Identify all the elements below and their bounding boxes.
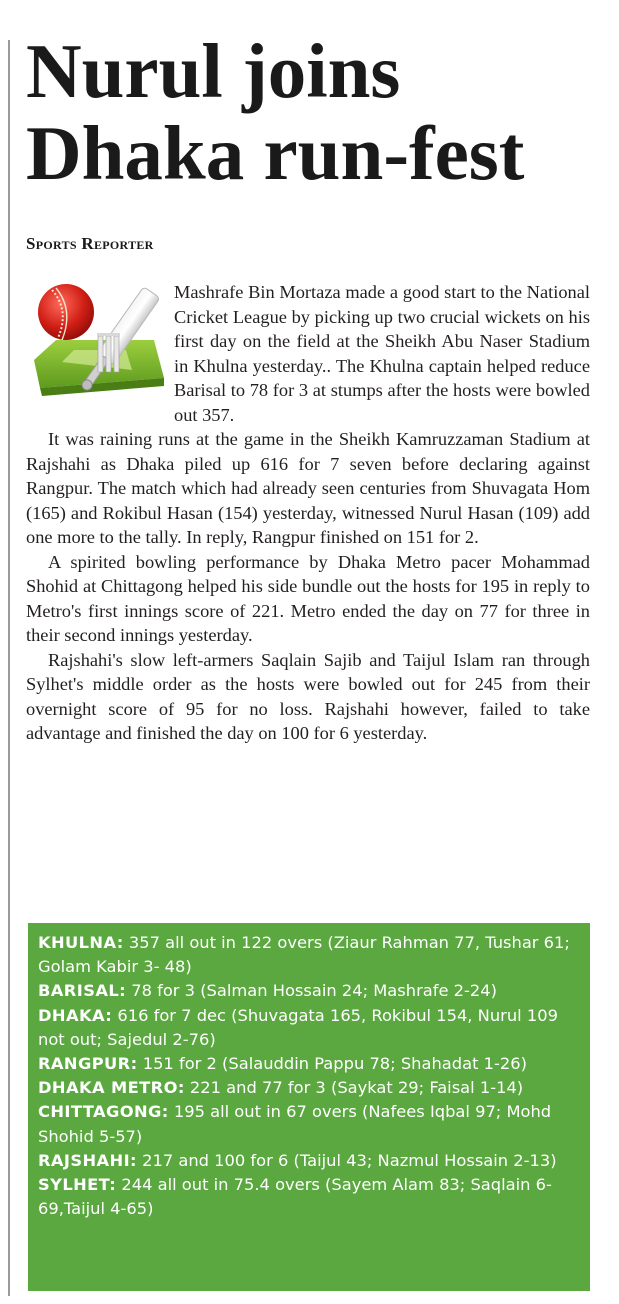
score-text: 217 and 100 for 6 (Taijul 43; Nazmul Hossain 2-13) bbox=[136, 1150, 557, 1170]
score-line-rajshahi bbox=[38, 1149, 580, 1173]
score-text: 616 for 7 dec (Shuvagata 165, Rokibul 154, Nurul 109 not out; Sajedul 2-76) bbox=[38, 1005, 558, 1049]
team-name: DHAKA METRO: bbox=[38, 1078, 185, 1098]
team-name: RAJSHAHI: bbox=[38, 1150, 137, 1170]
score-text: 151 for 2 (Salauddin Pappu 78; Shahadat 1-26) bbox=[137, 1054, 527, 1074]
column-rule bbox=[8, 40, 10, 1296]
byline: Sports Reporter bbox=[26, 234, 154, 253]
headline-line-1: Nurul joins bbox=[26, 28, 401, 114]
paragraph-4: Rajshahi's slow left-armers Saqlain Sajib and Taijul Islam ran through Sylhet's middle order as the hosts were bowled out for 245 from their overnight score of 95 for no loss. Rajshahi however, failed to take advantage and finished the day on 100 for 6 yesterday. bbox=[26, 649, 590, 743]
score-text: 195 all out in 67 overs (Nafees Iqbal 97; Mohd Shohid 5-57) bbox=[38, 1102, 552, 1146]
headline-line-2: Dhaka run-fest bbox=[26, 110, 525, 196]
score-line-dhaka-metro bbox=[38, 1076, 580, 1100]
score-line-chittagong bbox=[38, 1100, 580, 1148]
score-line-sylhet bbox=[38, 1173, 580, 1221]
team-name: RANGPUR: bbox=[38, 1054, 138, 1074]
team-name: KHULNA: bbox=[38, 933, 124, 952]
score-line-dhaka bbox=[38, 1004, 580, 1052]
team-name: BARISAL: bbox=[38, 981, 127, 1001]
score-line-khulna bbox=[38, 931, 580, 979]
team-name: DHAKA: bbox=[38, 1005, 113, 1025]
score-text: 357 all out in 122 overs (Ziaur Rahman 77, Tushar 61; Golam Kabir 3- 48) bbox=[38, 933, 570, 977]
scoreboard-box bbox=[28, 923, 590, 1291]
score-line-barisal bbox=[38, 979, 580, 1003]
paragraph-3: A spirited bowling performance by Dhaka Metro pacer Mohammad Shohid at Chittagong helped his side bundle out the hosts for 195 in reply to Metro's first innings score of 221. Metro ended the day on 77 for three in their second innings yesterday. bbox=[26, 551, 590, 645]
paragraph-2: It was raining runs at the game in the Sheikh Kamruzzaman Stadium at Rajshahi as Dhaka piled up 616 for 7 seven before declaring against Rangpur. The match which had already seen centuries from Shuvagata Hom (165) and Rokibul Hasan (154) yesterday, witnessed Nurul Hasan (109) add one more to the tally. In reply, Rangpur finished on 151 for 2. bbox=[26, 429, 590, 547]
score-text: 221 and 77 for 3 (Saykat 29; Faisal 1-14) bbox=[184, 1078, 524, 1098]
score-text: 78 for 3 (Salman Hossain 24; Mashrafe 2-24) bbox=[126, 981, 497, 1001]
article-body bbox=[26, 280, 590, 746]
team-name: CHITTAGONG: bbox=[38, 1102, 169, 1122]
score-text: 244 all out in 75.4 overs (Sayem Alam 83; Saqlain 6-69,Taijul 4-65) bbox=[38, 1175, 552, 1219]
paragraph-1: Mashrafe Bin Mortaza made a good start to the National Cricket League by picking up two crucial wickets on his first day on the field at the Sheikh Abu Naser Stadium in Khulna yesterday.. The Khulna captain helped reduce Barisal to 78 for 3 at stumps after the hosts were bowled out 357. bbox=[174, 282, 590, 425]
score-line-rangpur bbox=[38, 1052, 580, 1076]
cricket-icon bbox=[26, 278, 168, 418]
headline bbox=[26, 30, 616, 194]
team-name: SYLHET: bbox=[38, 1175, 117, 1195]
